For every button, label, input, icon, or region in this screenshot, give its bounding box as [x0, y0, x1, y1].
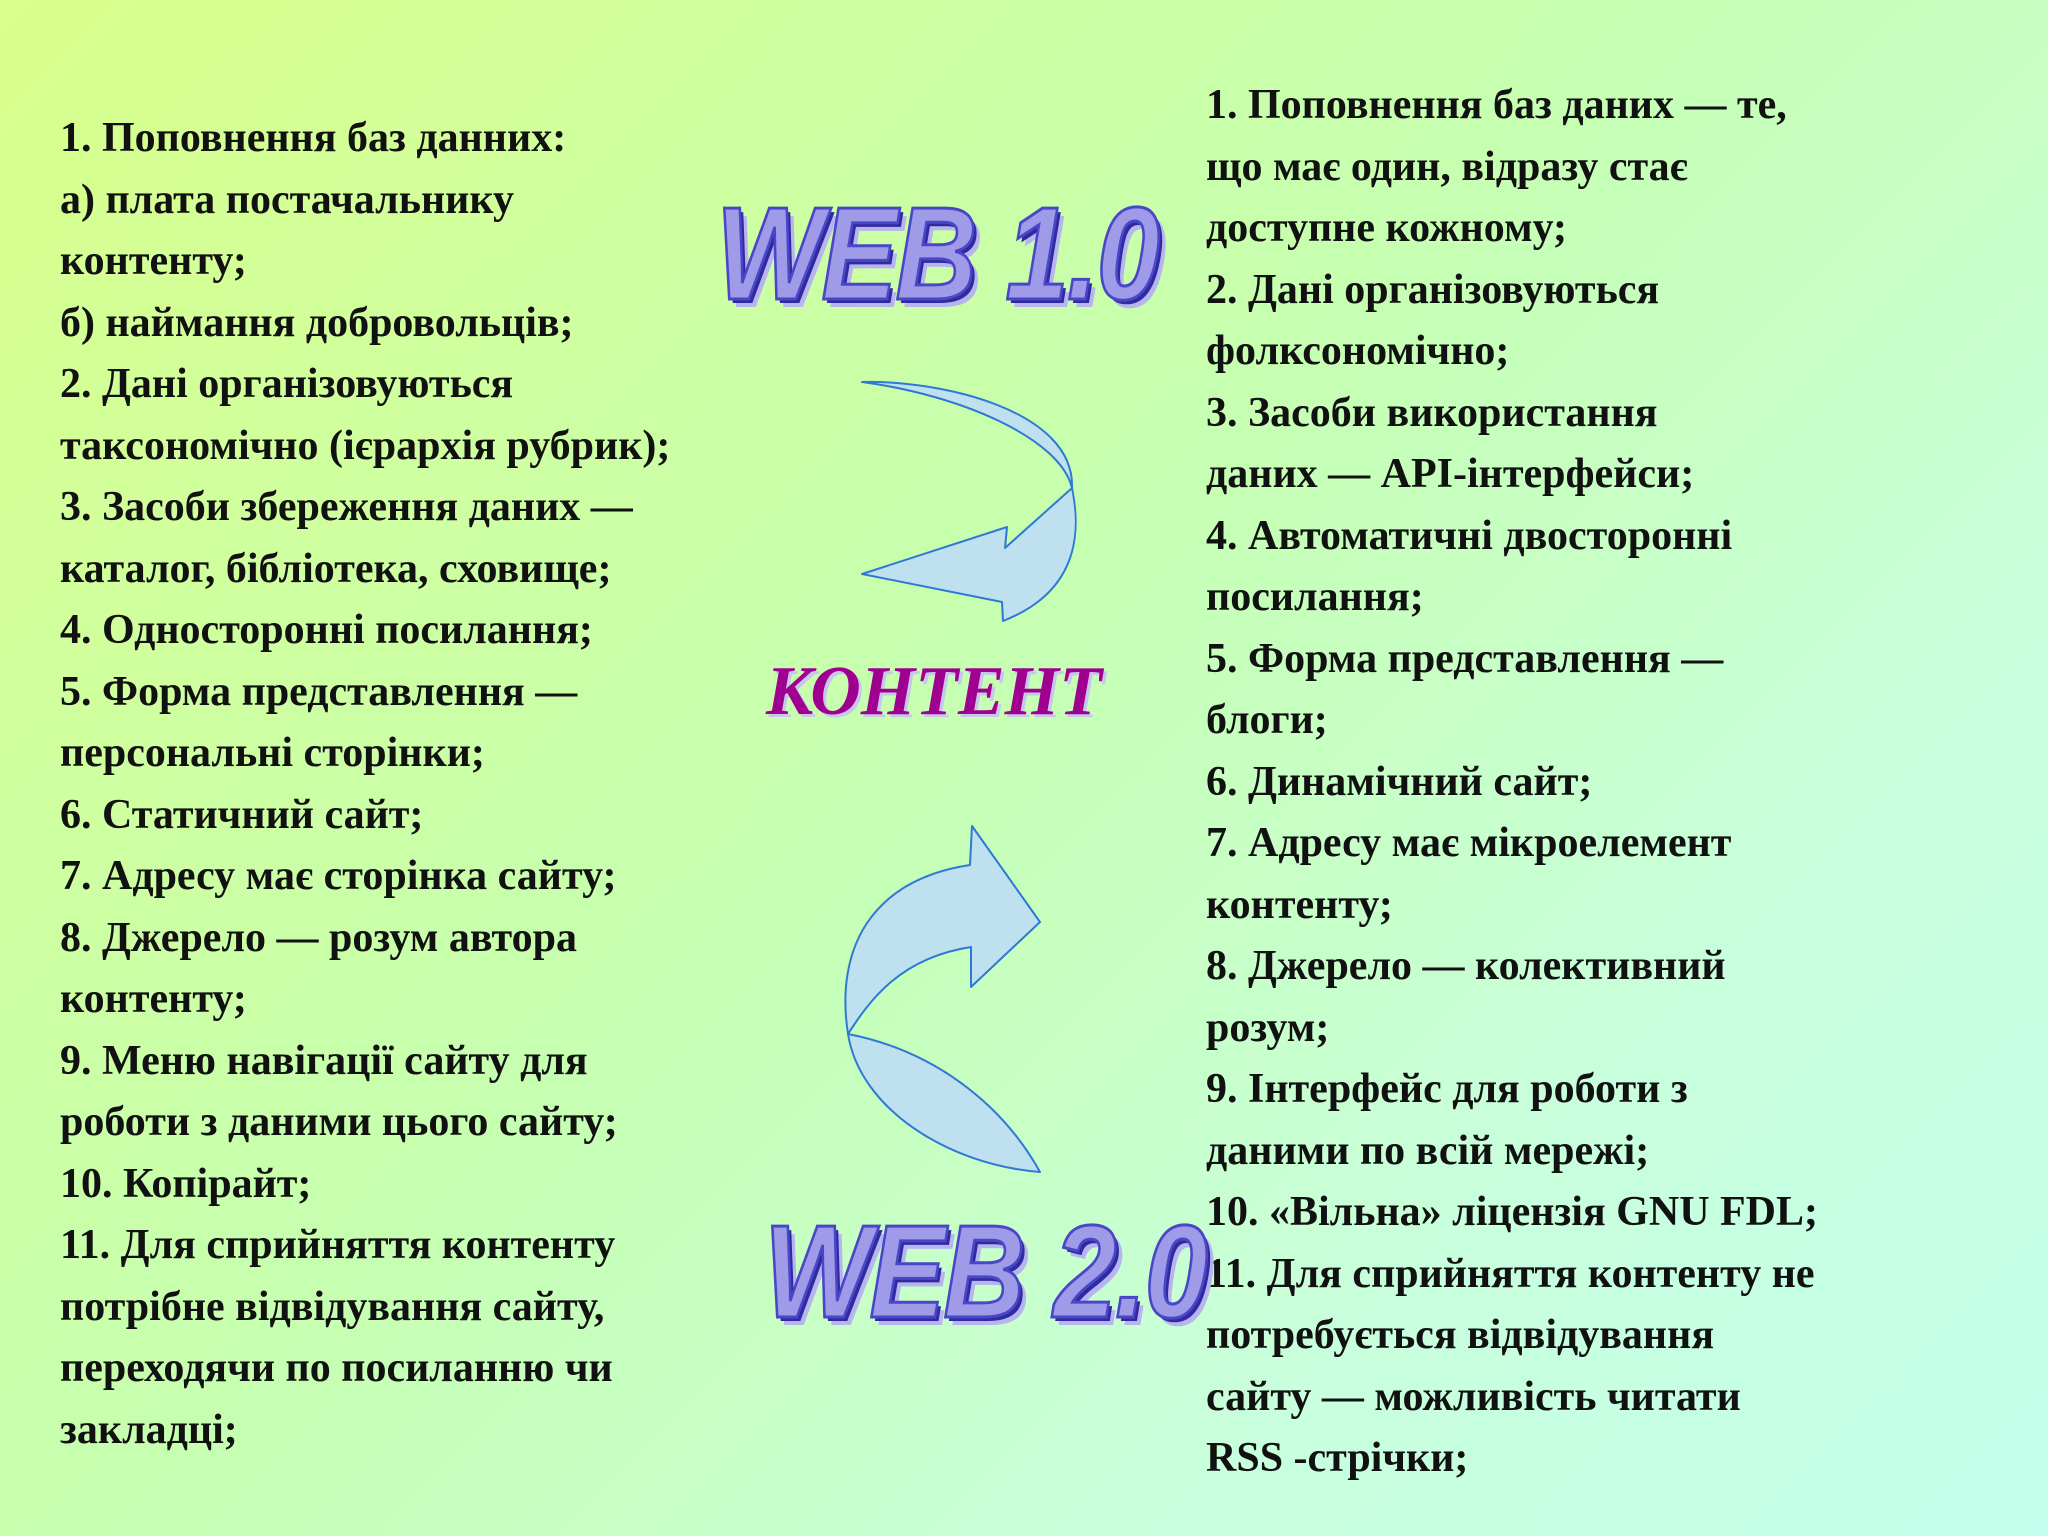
feature-line: що має один, відразу стає — [1206, 143, 1688, 190]
feature-line: 5. Форма представлення — — [60, 668, 578, 715]
web20-title: WEB 2.0 — [764, 1198, 1207, 1345]
feature-line: а) плата постачальнику — [60, 176, 514, 223]
content-label: КОНТЕНТ — [766, 653, 1102, 730]
feature-line: 3. Засоби збереження даних — — [60, 484, 633, 530]
feature-line: 4. Односторонні посилання; — [60, 607, 593, 653]
feature-line: каталог, бібліотека, сховище; — [60, 545, 612, 592]
feature-line: 9. Інтерфейс для роботи з — [1206, 1066, 1688, 1112]
feature-line: 5. Форма представлення — — [1206, 635, 1724, 682]
feature-line: 11. Для сприйняття контенту — [60, 1222, 616, 1268]
feature-line: 1. Поповнення баз данних: — [60, 115, 567, 161]
feature-line: фолксономічно; — [1206, 328, 1510, 374]
feature-line: 6. Динамічний сайт; — [1206, 758, 1593, 805]
web10-title: WEB 1.0 — [716, 180, 1159, 327]
feature-line: сайту — можливість читати — [1206, 1373, 1741, 1420]
feature-line: роботи з даними цього сайту; — [60, 1099, 618, 1145]
feature-line: 11. Для сприйняття контенту не — [1206, 1250, 1815, 1297]
feature-line: потрібне відвідування сайту, — [60, 1283, 605, 1330]
feature-line: 1. Поповнення баз даних — те, — [1206, 82, 1787, 128]
feature-line: 6. Статичний сайт; — [60, 791, 424, 838]
feature-line: 10. Копірайт; — [60, 1160, 312, 1207]
feature-line: 8. Джерело — розум автора — [60, 914, 577, 961]
feature-line: 4. Автоматичні двосторонні — [1206, 512, 1733, 559]
feature-line: 2. Дані організовуються — [1206, 266, 1660, 313]
feature-line: 9. Меню навігації сайту для — [60, 1037, 588, 1084]
feature-line: персональні сторінки; — [60, 730, 485, 776]
top-curved-arrow-icon — [862, 382, 1076, 621]
feature-line: RSS -стрічки; — [1206, 1435, 1469, 1481]
feature-line: контенту; — [60, 238, 247, 284]
bottom-curved-arrow-icon — [845, 826, 1040, 1172]
feature-line: 3. Засоби використання — [1206, 389, 1658, 436]
feature-line: б) наймання добровольців; — [60, 299, 574, 346]
feature-line: даними по всій мережі; — [1206, 1127, 1650, 1174]
feature-line: 10. «Вільна» ліцензія GNU FDL; — [1206, 1189, 1819, 1235]
feature-line: 2. Дані організовуються — [60, 361, 514, 407]
feature-line: закладці; — [60, 1406, 238, 1453]
feature-line: потребується відвідування — [1206, 1312, 1715, 1358]
feature-line: блоги; — [1206, 697, 1328, 743]
feature-line: контенту; — [60, 976, 247, 1022]
feature-line: таксономічно (ієрархія рубрик); — [60, 422, 671, 469]
feature-line: даних — API-інтерфейси; — [1206, 451, 1695, 497]
feature-line: розум; — [1206, 1004, 1330, 1051]
feature-line: переходячи по посиланню чи — [60, 1345, 613, 1391]
feature-line: 8. Джерело — колективний — [1206, 943, 1726, 989]
feature-line: посилання; — [1206, 574, 1424, 620]
feature-line: доступне кожному; — [1206, 205, 1567, 251]
feature-line: контенту; — [1206, 881, 1393, 928]
feature-line: 7. Адресу має сторінка сайту; — [60, 853, 617, 899]
feature-line: 7. Адресу має мікроелемент — [1206, 820, 1732, 866]
